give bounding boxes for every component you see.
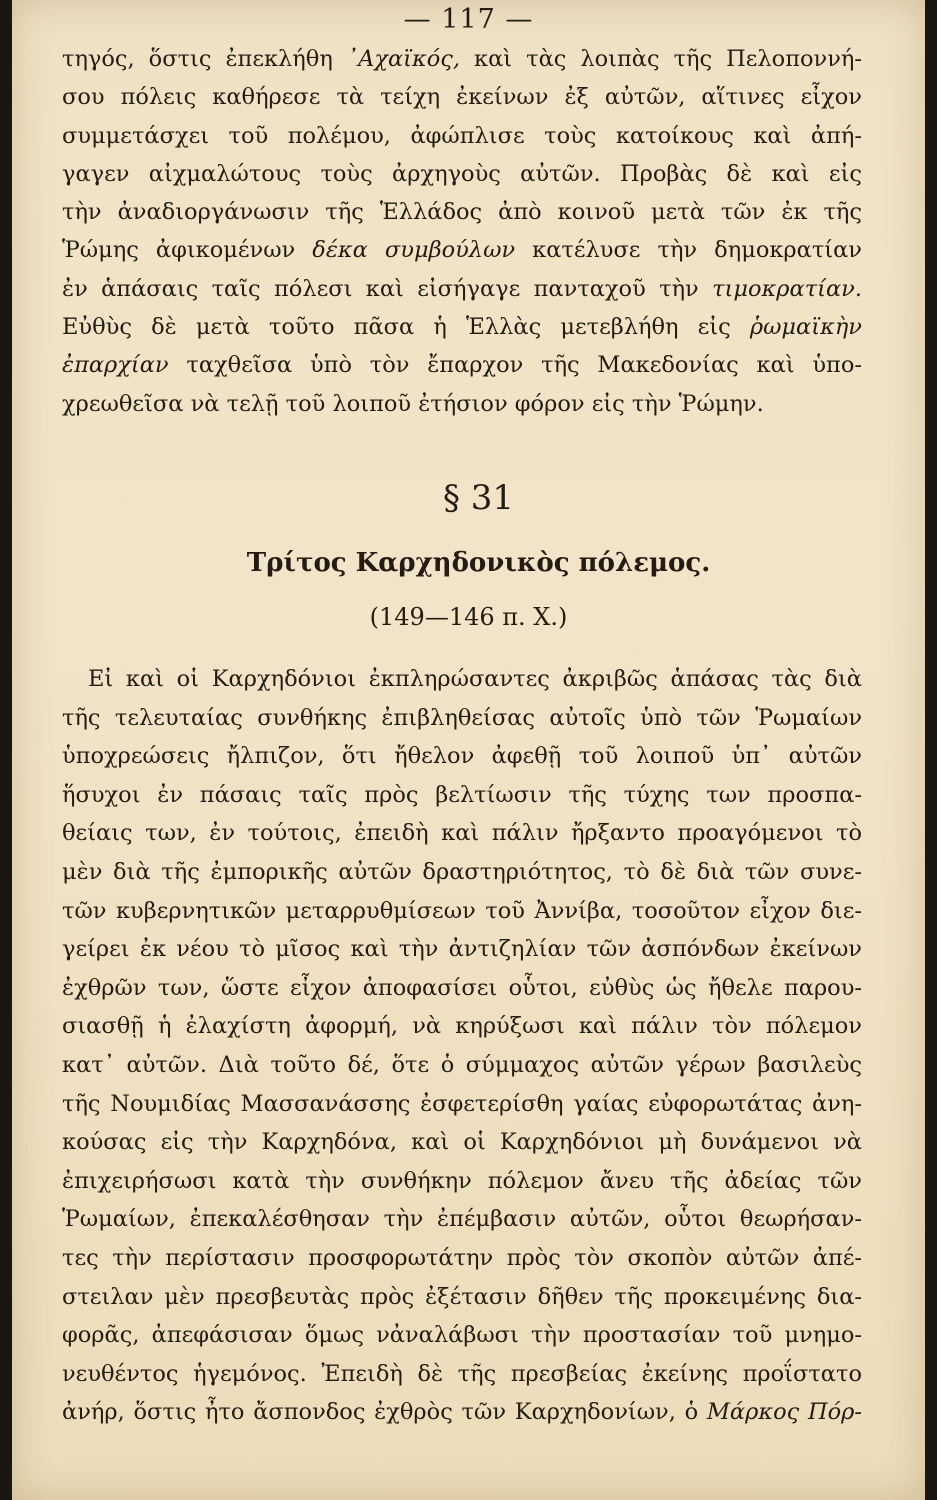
text-line: γείρει ἐκ νέου τὸ μῖσος καὶ τὴν ἀντιζηλίαν τῶν ἀσπόνδων ἐκείνων — [62, 936, 862, 963]
text-line: κατ᾿ αὐτῶν. Διὰ τοῦτο δέ, ὅτε ὁ σύμμαχος αὐτῶν γέρων βασιλεὺς — [62, 1051, 862, 1078]
section-dates: (149—146 π. Χ.) — [369, 603, 568, 631]
paragraph-section-body — [62, 660, 862, 1432]
text-line: Εἰ καὶ οἱ Καρχηδόνιοι ἐκπληρώσαντες ἀκριβῶς ἁπάσας τὰς διὰ — [88, 666, 862, 692]
text-line: Ῥώμης ἀφικομένων δέκα συμβούλων κατέλυσε τὴν δημοκρατίαν — [62, 237, 862, 264]
text-line: θείαις των, ἐν τούτοις, ἐπειδὴ καὶ πάλιν ἤρξαντο προαγόμενοι τὸ — [62, 820, 862, 847]
text-line: σιασθῇ ἡ ἐλαχίστη ἀφορμή, νὰ κηρύξωσι καὶ πάλιν τὸν πόλεμον — [62, 1013, 862, 1040]
text-line: ὑποχρεώσεις ἤλπιζον, ὅτι ἤθελον ἀφεθῇ τοῦ λοιποῦ ὑπ᾿ αὐτῶν — [62, 743, 862, 770]
text-line: συμμετάσχει τοῦ πολέμου, ἀφώπλισε τοὺς κατοίκους καὶ ἀπή- — [62, 122, 862, 149]
text-line: φορᾶς, ἀπεφάσισαν ὅμως νἀναλάβωσι τὴν προστασίαν τοῦ μνημο- — [62, 1322, 862, 1349]
text-line: γαγεν αἰχμαλώτους τοὺς ἀρχηγοὺς αὐτῶν. Προβὰς δὲ καὶ εἰς — [62, 160, 862, 187]
text-line: σου πόλεις καθήρεσε τὰ τείχη ἐκείνων ἐξ αὐτῶν, αἵτινες εἶχον — [62, 84, 862, 111]
text-line: τῆς Νουμιδίας Μασσανάσσης ἐσφετερίσθη γαίας εὐφορωτάτας ἀνη- — [62, 1090, 862, 1117]
page-number: — 117 — — [403, 4, 534, 35]
text-line: στειλαν μὲν πρεσβευτὰς πρὸς ἐξέτασιν δῆθεν τῆς προκειμένης δια- — [62, 1283, 862, 1310]
text-line: ἐν ἁπάσαις ταῖς πόλεσι καὶ εἰσήγαγε πανταχοῦ τὴν τιμοκρατίαν. — [62, 275, 862, 302]
text-line: μὲν διὰ τῆς ἐμπορικῆς αὐτῶν δραστηριότητος, τὸ δὲ διὰ τῶν συνε- — [62, 858, 862, 885]
paragraph-continuation — [62, 40, 862, 423]
text-line: κούσας εἰς τὴν Καρχηδόνα, καὶ οἱ Καρχηδόνιοι μὴ δυνάμενοι νὰ — [62, 1129, 862, 1156]
text-line: Εὐθὺς δὲ μετὰ τοῦτο πᾶσα ἡ Ἑλλὰς μετεβλήθη εἰς ῥωμαϊκὴν — [62, 314, 862, 341]
text-line: τηγός, ὅστις ἐπεκλήθη ᾿Αχαϊκός, καὶ τὰς λοιπὰς τῆς Πελοποννή- — [62, 46, 862, 72]
text-line: χρεωθεῖσα νὰ τελῇ τοῦ λοιποῦ ἐτήσιον φόρον εἰς τὴν Ῥώμην. — [62, 390, 764, 417]
book-page — [12, 0, 925, 1500]
text-line: τὴν ἀναδιοργάνωσιν τῆς Ἑλλάδος ἀπὸ κοινοῦ μετὰ τῶν ἐκ τῆς — [62, 199, 862, 226]
text-line: τῆς τελευταίας συνθήκης ἐπιβληθείσας αὐτοῖς ὑπὸ τῶν Ῥωμαίων — [62, 704, 862, 731]
text-line: ἐπιχειρήσωσι κατὰ τὴν συνθήκην πόλεμον ἄνευ τῆς ἀδείας τῶν — [62, 1167, 862, 1194]
text-line: τῶν κυβερνητικῶν μεταρρυθμίσεων τοῦ Ἀννίβα, τοσοῦτον εἶχον διε- — [62, 897, 862, 924]
text-line: ἥσυχοι ἐν πάσαις ταῖς πρὸς βελτίωσιν τῆς τύχης των προσπα- — [62, 781, 862, 808]
section-number: § 31 — [442, 478, 515, 518]
text-line: ἐπαρχίαν ταχθεῖσα ὑπὸ τὸν ἔπαρχον τῆς Μακεδονίας καὶ ὑπο- — [62, 352, 862, 379]
text-line: νευθέντος ἡγεμόνος. Ἐπειδὴ δὲ τῆς πρεσβείας ἐκείνης προΐστατο — [62, 1360, 862, 1387]
text-line: τες τὴν περίστασιν προσφορωτάτην πρὸς τὸν σκοπὸν αὐτῶν ἀπέ- — [62, 1244, 862, 1271]
text-line: ἀνήρ, ὅστις ἦτο ἄσπονδος ἐχθρὸς τῶν Καρχηδονίων, ὁ Μάρκος Πόρ- — [62, 1399, 862, 1426]
text-line: Ῥωμαίων, ἐπεκαλέσθησαν τὴν ἐπέμβασιν αὐτῶν, οὗτοι θεωρήσαν- — [62, 1206, 862, 1233]
section-title: Τρίτος Καρχηδονικὸς πόλεμος. — [246, 548, 711, 578]
text-line: ἐχθρῶν των, ὥστε εἶχον ἀποφασίσει οὗτοι, εὐθὺς ὡς ἤθελε παρου- — [62, 974, 862, 1001]
